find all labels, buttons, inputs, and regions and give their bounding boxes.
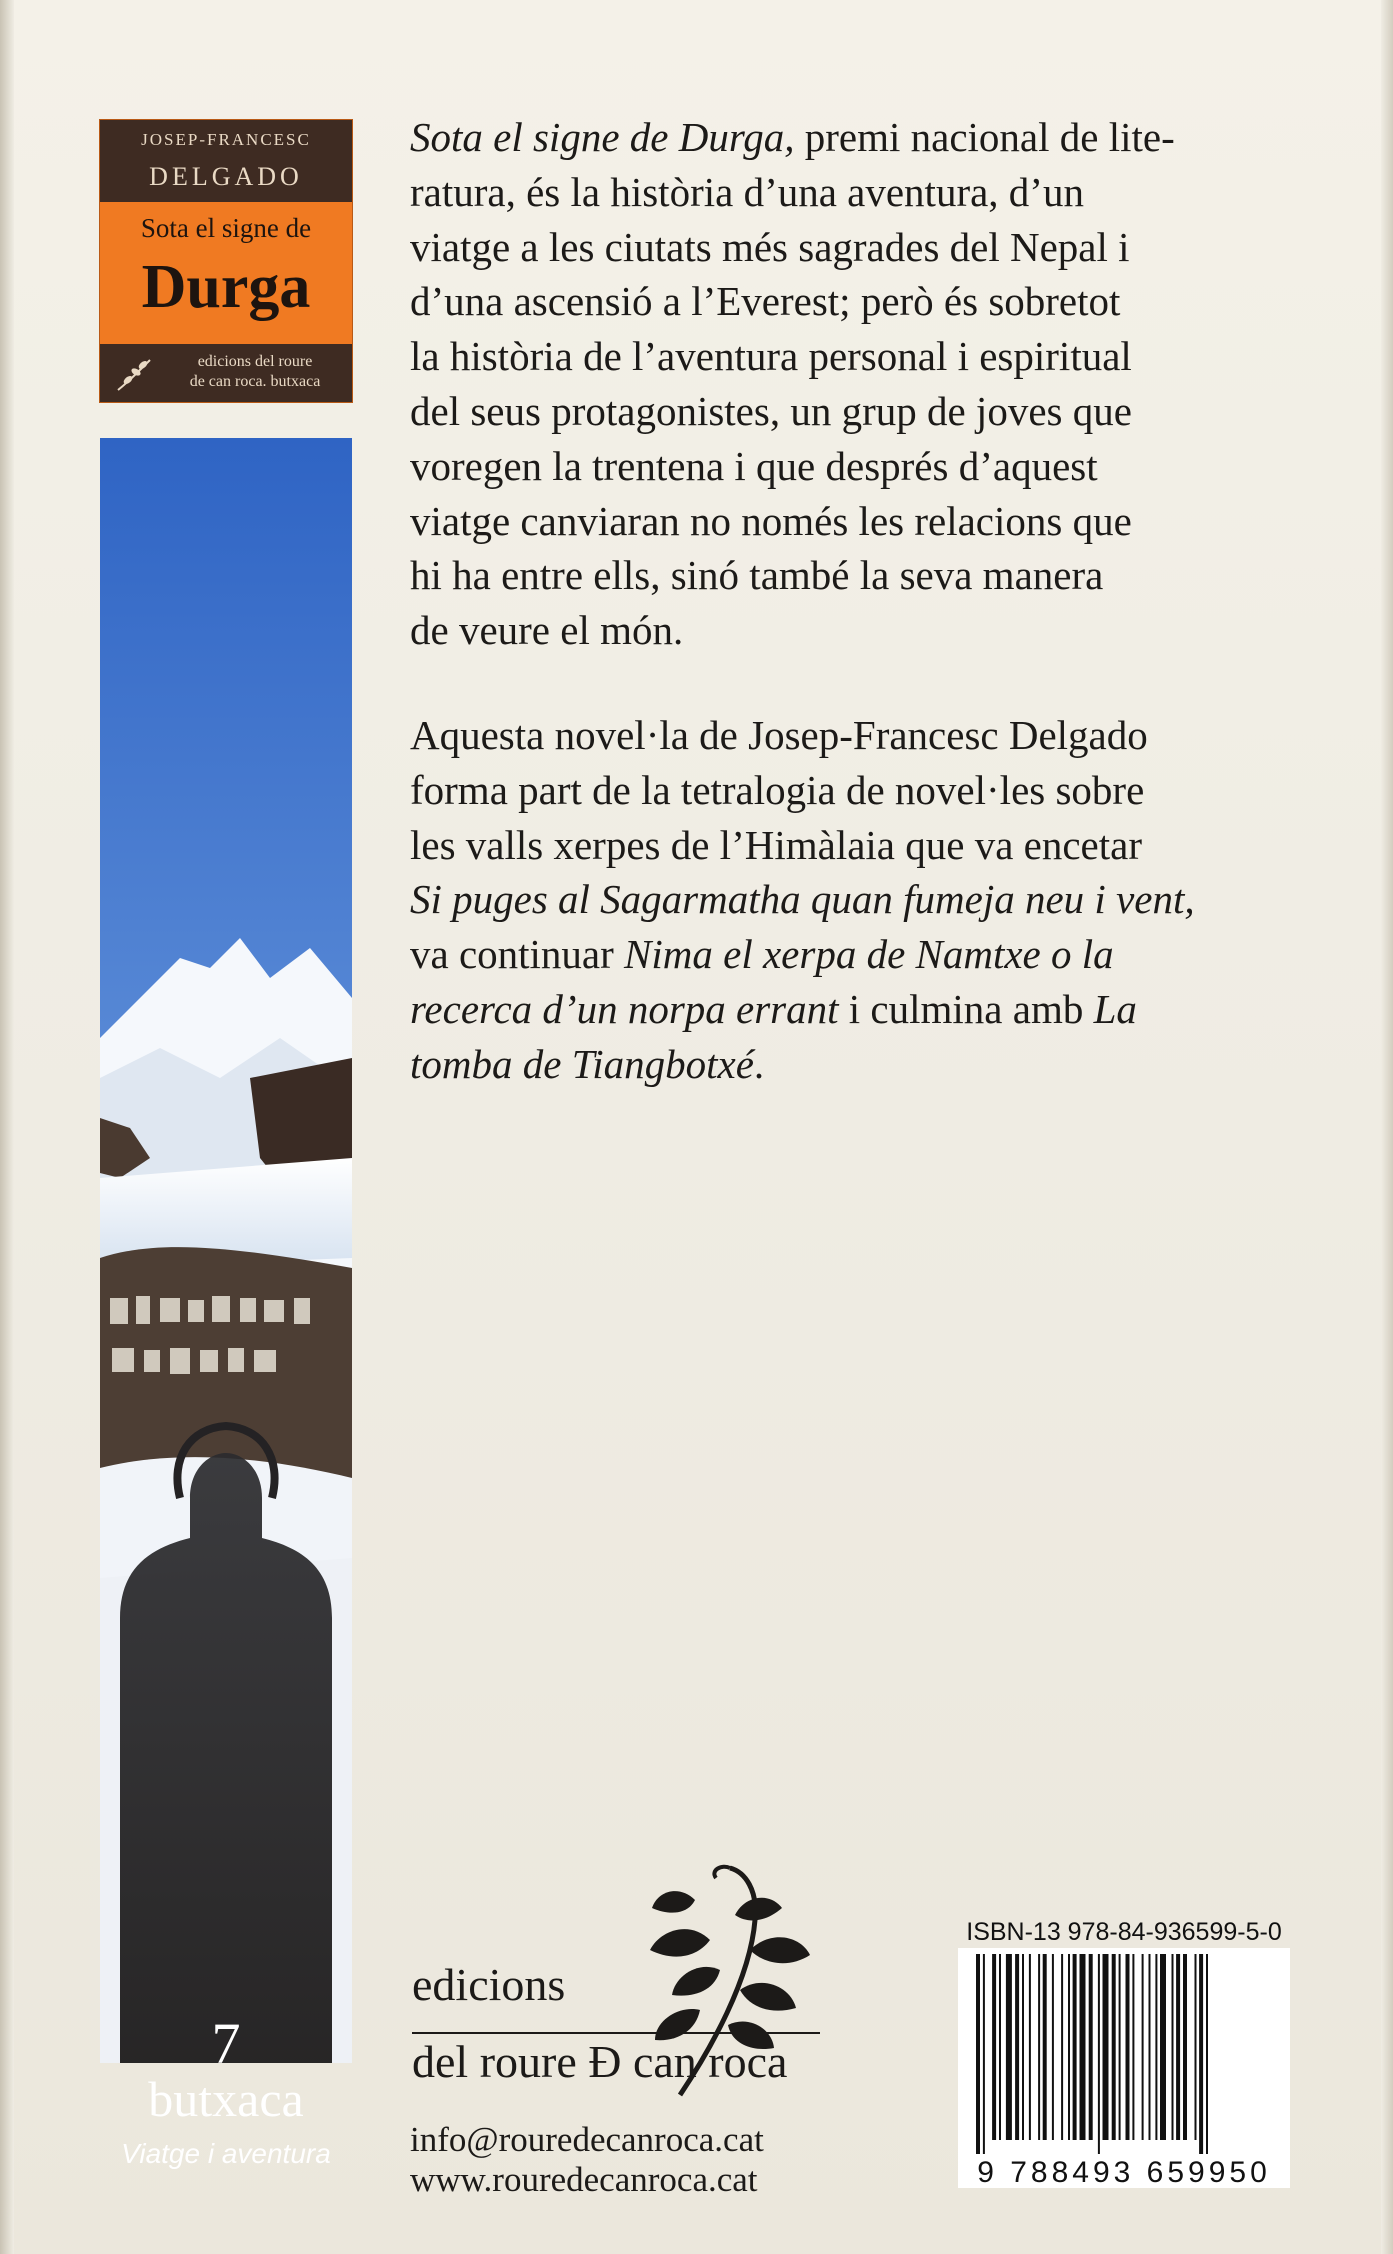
- blurb-line: hi ha entre ells, sinó també la seva manera: [410, 552, 1104, 599]
- barcode-bar: [1206, 1954, 1208, 2154]
- blurb-line: [410, 110, 1290, 165]
- book-title: Sota el signe de Durga,: [410, 114, 795, 160]
- mini-front-cover: [100, 120, 352, 402]
- book-title: Si puges al Sagarmatha quan fumeja neu i vent,: [410, 876, 1195, 923]
- mini-cover-author-first: JOSEP-FRANCESC: [141, 130, 311, 149]
- book-title: recerca d’un norpa errant: [410, 985, 839, 1032]
- barcode-bar: [1068, 1954, 1070, 2140]
- barcode-bar: [983, 1954, 985, 2154]
- mini-cover-publisher-line1: edicions del roure: [197, 353, 313, 370]
- blurb-paragraph-1: [410, 110, 1290, 658]
- barcode-bar: [1176, 1954, 1180, 2140]
- barcode-bar: [1080, 1954, 1086, 2140]
- mountain-photo: [100, 438, 352, 2063]
- blurb-text: .: [753, 1040, 765, 1087]
- barcode-bar: [1155, 1954, 1157, 2140]
- barcode-bar: [1029, 1954, 1031, 2140]
- barcode-bar: [1006, 1954, 1012, 2140]
- barcode-digits: 9 788493 659950: [977, 2156, 1271, 2189]
- book-title: Nima el xerpa de Namtxe o la: [624, 931, 1114, 978]
- mini-cover-publisher-band: [100, 344, 352, 402]
- mini-cover-header: [100, 120, 352, 202]
- blurb-line: viatge a les ciutats més sagrades del Nepal i: [410, 223, 1130, 270]
- blurb-line: ratura, és la història d’una aventura, d’un: [410, 168, 1084, 215]
- barcode-bar: [1022, 1954, 1024, 2140]
- barcode-bar: [1061, 1954, 1063, 2140]
- barcode-bar: [976, 1954, 980, 2154]
- blurb-line: Aquesta novel·la de Josep-Francesc Delgado: [410, 712, 1148, 758]
- barcode-bar: [1183, 1954, 1187, 2140]
- right-edge: [1381, 0, 1393, 2254]
- blurb-text: va continuar: [410, 931, 625, 978]
- isbn-label: ISBN-13 978-84-936599-5-0: [966, 1918, 1282, 1946]
- mini-cover-author-last: DELGADO: [149, 162, 303, 191]
- mini-cover-publisher: [162, 352, 348, 392]
- blurb-line: viatge canviaran no només les relacions que: [410, 497, 1132, 544]
- oak-branch-icon: [114, 354, 154, 394]
- barcode-bar: [1089, 1954, 1093, 2140]
- blurb-line: de veure el món.: [410, 607, 684, 654]
- blurb-line: [410, 982, 1290, 1037]
- blurb-line: [410, 872, 1290, 927]
- barcode-bar: [1073, 1954, 1077, 2140]
- barcode-bar: [1142, 1954, 1144, 2140]
- blurb-line: d’una ascensió a l’Everest; però és sobretot: [410, 278, 1121, 325]
- blurb-line: [410, 927, 1290, 982]
- barcode-bar: [992, 1954, 996, 2140]
- blurb-line: forma part de la tetralogia de novel·les sobre: [410, 766, 1145, 813]
- mini-cover-publisher-line2: de can roca. butxaca: [189, 373, 321, 390]
- barcode-bar: [1015, 1954, 1019, 2140]
- barcode-bar: [1098, 1954, 1100, 2154]
- barcode-bar: [1043, 1954, 1047, 2140]
- barcode-bar: [1038, 1954, 1040, 2140]
- barcode: [958, 1948, 1290, 2188]
- series-name: butxaca: [148, 2071, 304, 2127]
- blurb-line: les valls xerpes de l’Himàlaia que va encetar: [410, 821, 1142, 868]
- left-edge: [0, 0, 14, 2254]
- barcode-bar: [1052, 1954, 1054, 2140]
- barcode-bar: [1103, 1954, 1109, 2140]
- mini-cover-subtitle: Sota el signe de: [140, 213, 312, 243]
- blurb-text: premi nacional de lite-: [794, 114, 1175, 160]
- mini-cover-title: Durga: [141, 253, 311, 321]
- barcode-bar: [1160, 1954, 1166, 2140]
- publisher-website: www.rouredecanroca.cat: [410, 2160, 758, 2199]
- series-genre: Viatge i aventura: [121, 2138, 331, 2169]
- blurb-paragraph-2: [410, 708, 1290, 1092]
- barcode-bar: [999, 1954, 1001, 2140]
- barcode-bar: [1112, 1954, 1116, 2140]
- barcode-bar: [1119, 1954, 1121, 2140]
- publisher-rule: [412, 2032, 820, 2034]
- book-title: La: [1093, 985, 1137, 1032]
- barcode-bar: [1172, 1954, 1174, 2140]
- blurb-line: la història de l’aventura personal i espiritual: [410, 333, 1132, 380]
- barcode-bar: [1126, 1954, 1130, 2140]
- barcode-bar: [1132, 1954, 1134, 2140]
- barcode-bar: [1195, 1954, 1197, 2140]
- barcode-bar: [1149, 1954, 1151, 2140]
- book-title: tomba de Tiangbotxé: [410, 1040, 754, 1087]
- publisher-name-line1: edicions: [412, 1959, 566, 2010]
- publisher-email: info@rouredecanroca.cat: [410, 2120, 764, 2159]
- blurb-line: del seus protagonistes, un grup de joves que: [410, 387, 1132, 434]
- publisher-name-line2: del roure Ð can roca: [412, 2036, 788, 2087]
- blurb-text: i culmina amb: [838, 985, 1094, 1032]
- blurb-line: voregen la trentena i que després d’aquest: [410, 442, 1098, 489]
- series-number: 7: [211, 2011, 241, 2076]
- blurb-line: [410, 1037, 1290, 1092]
- barcode-bar: [1199, 1954, 1203, 2154]
